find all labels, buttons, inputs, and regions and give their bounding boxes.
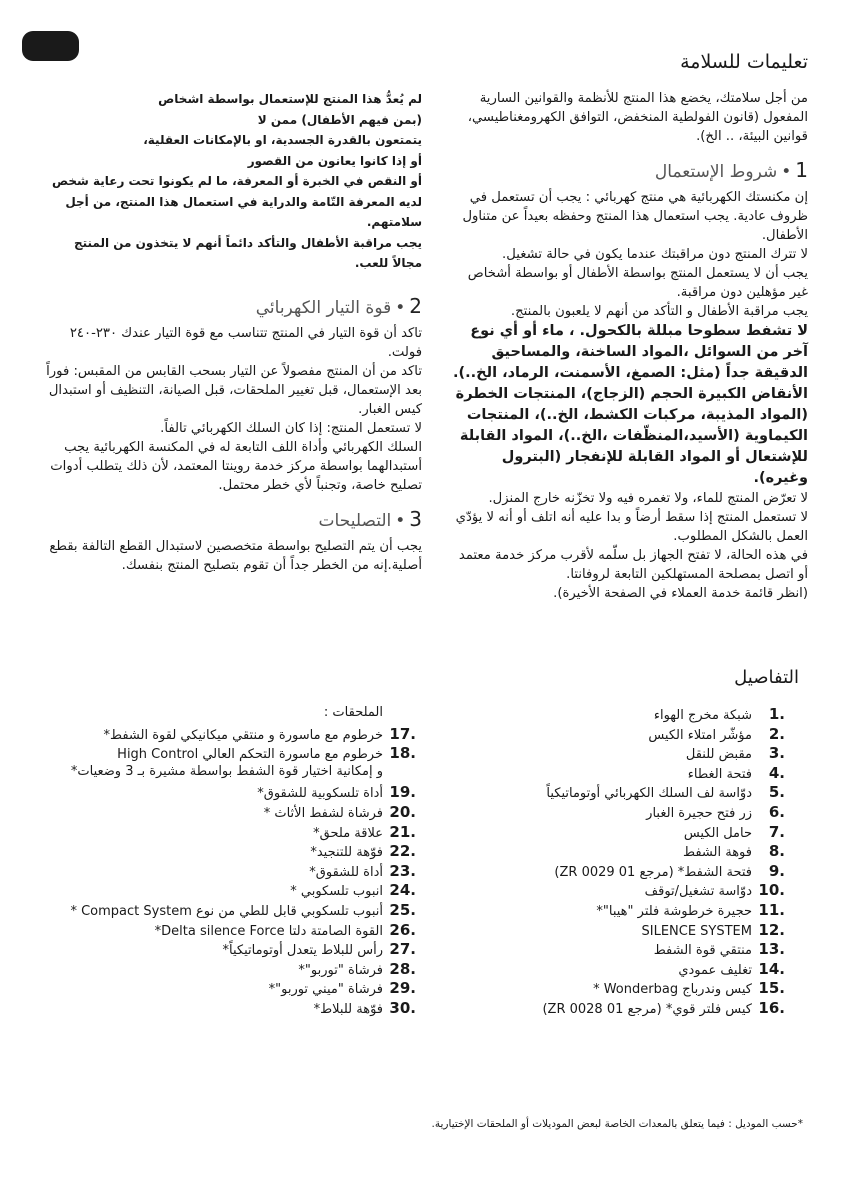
- item-label: منتقي قوة الشفط: [653, 943, 752, 959]
- list-item: [36, 823, 416, 843]
- details-title: التفاصيل: [734, 667, 799, 688]
- list-item: [455, 921, 785, 941]
- item-label: علاقة ملحق*: [313, 825, 383, 841]
- list-item: [455, 744, 785, 764]
- item-label: SILENCE SYSTEM: [641, 923, 752, 939]
- item-number: 11.: [758, 900, 785, 919]
- suction-warning: لا تشفط سطوحا مبللة بالكحول. ، ماء أو أي نوع آخر من السوائل ،المواد الساخنة، والمساحيق الدقيقة جداً (مثل: الصمغ، الأسمنت، الرماد، الخ..). الأنقاض الكبيرة الحجم (الزجاج)، المنتجات الخطرة (المواد المذيبة، مركبات الكشط، الخ..)، المنتجات الكيماوية (الأسيد،المنظّفات ،الخ..)، المواد القابلة للإشتعال أو المواد القابلة للإنفجار (البترول وغيره).: [453, 323, 808, 486]
- item-label: حجيرة خرطوشة فلتر "هيبا"*: [596, 903, 752, 919]
- warning-line: يتمتعون بالقدرة الجسدية، او بالإمكانات العقلية،: [143, 133, 422, 147]
- item-number: 9.: [768, 861, 785, 880]
- item-label: فتحة الغطاء: [687, 766, 752, 782]
- item-label: أنبوب تلسكوبي قابل للطي من نوع Compact System *: [70, 903, 383, 919]
- item-number: 8.: [768, 842, 785, 861]
- item-number: 19.: [389, 783, 416, 802]
- list-item: [455, 881, 785, 901]
- list-item: [455, 842, 785, 862]
- list-item: [455, 705, 785, 725]
- item-label: فوّهة للبلاط*: [313, 1001, 383, 1017]
- item-number: 23.: [389, 861, 416, 880]
- section-1-title: شروط الإستعمال: [654, 162, 778, 182]
- section-1-heading: 1•شروط الإستعمال: [654, 158, 808, 182]
- list-item: [36, 783, 416, 803]
- item-label: فرشاة "ميني توربو"*: [268, 982, 383, 998]
- section-2-number: 2: [409, 293, 422, 318]
- item-label: رأس للبلاط يتعدل أوتوماتيكياً*: [222, 943, 383, 959]
- item-number: 12.: [758, 920, 785, 939]
- list-item: [36, 842, 416, 862]
- item-number: 25.: [389, 900, 416, 919]
- section-2-paragraph: تاكد من أن المنتج مفصولاً عن التيار بسحب القابس من المقبس: فوراً بعد الإستعمال، قبل تغيير الملحقات، قبل الصيانة، التنظيف أو استبدال كيس الغبار.: [46, 363, 422, 417]
- section-2-paragraph: تاكد أن قوة التيار في المنتج تتناسب مع قوة التيار عندك ٢٣٠-٢٤٠ فولت.: [69, 325, 422, 360]
- item-label: انبوب تلسكوبي *: [290, 884, 383, 900]
- item-number: 15.: [758, 979, 785, 998]
- list-item: [36, 921, 416, 941]
- item-number: 10.: [758, 881, 785, 900]
- list-item: [455, 823, 785, 843]
- list-item: [36, 979, 416, 999]
- item-number: 2.: [768, 724, 785, 743]
- item-number: 20.: [389, 802, 416, 821]
- item-number: 14.: [758, 959, 785, 978]
- item-label: القوة الصامتة دلتا Delta silence Force*: [154, 923, 383, 939]
- item-number: 1.: [768, 705, 785, 723]
- item-label: شبكة مخرج الهواء: [653, 708, 752, 723]
- item-label: خرطوم مع ماسورة التحكم العالي High Control: [117, 747, 383, 763]
- section-1-paragraph: يجب أن لا يستعمل المنتج بواسطة الأطفال أو بواسطة أشخاص غير مؤهلين دون مراقبة.: [467, 266, 808, 300]
- item-number: 24.: [389, 881, 416, 900]
- item-number: 26.: [389, 920, 416, 939]
- list-item: [455, 725, 785, 745]
- section-3-title: التصليحات: [318, 510, 392, 531]
- warning-line: لم يُعدُّ هذا المنتج للإستعمال بواسطة اشخاص: [158, 92, 422, 106]
- list-item: [36, 960, 416, 980]
- item-label: تغليف عمودي: [678, 962, 752, 978]
- list-item: [36, 901, 416, 921]
- item-label: فوهة الشفط: [683, 845, 752, 861]
- list-item: [36, 940, 416, 960]
- list-item: [455, 940, 785, 960]
- item-number: 6.: [768, 802, 785, 821]
- list-item: [455, 862, 785, 882]
- list-item: [455, 803, 785, 823]
- list-item: [36, 881, 416, 901]
- item-number: 4.: [768, 763, 785, 782]
- safety-column-right: [452, 89, 808, 603]
- item-number: 16.: [758, 998, 785, 1017]
- section-1-number: 1: [795, 158, 808, 182]
- section-1-paragraph: في هذه الحالة، لا تفتح الجهاز بل سلّمه لأقرب مركز خدمة معتمد أو اتصل بمصلحة المستهلكين التابعة لروفانتا.: [458, 548, 808, 582]
- item-number: 29.: [389, 979, 416, 998]
- list-item: [36, 725, 416, 745]
- parts-list: [455, 705, 785, 1019]
- item-label: كيس وندرباج Wonderbag *: [593, 982, 752, 998]
- item-number: 5.: [768, 783, 785, 802]
- accessories-label: [36, 705, 416, 725]
- item-number: 7.: [768, 822, 785, 841]
- item-number: 22.: [389, 842, 416, 861]
- intro-paragraph: من أجل سلامتك، يخضع هذا المنتج للأنظمة والقوانين السارية المفعول (قانون الفولطية المنخفض، التوافق الكهرومغناطيسي، قوانين البيئة، .. الخ).: [467, 91, 808, 144]
- warning-line: أو إذا كانوا يعانون من القصور: [247, 153, 422, 168]
- section-1-paragraph: يجب مراقبة الأطفال و التأكد من أنهم لا يلعبون بالمنتج.: [510, 304, 808, 319]
- list-item: [455, 979, 785, 999]
- section-2-paragraph: لا تستعمل المنتج: إذا كان السلك الكهربائي تالفاً.: [160, 420, 422, 436]
- list-item: [36, 744, 416, 764]
- list-item: [455, 764, 785, 784]
- warning-line: لديه المعرفة التّامة والدراية في استعمال هذا المنتج، من أجل سلامتهم.: [65, 194, 422, 229]
- item-label: حامل الكيس: [683, 825, 752, 841]
- item-label: أداة للشقوق*: [309, 864, 383, 880]
- section-1-paragraph: لا تستعمل المنتج إذا سقط أرضاً و بدا عليه أنه اتلف أو أنه لا يؤدّي العمل بالشكل المطلوب.: [455, 510, 808, 544]
- item-label: مؤشّر امتلاء الكيس: [648, 727, 752, 743]
- warning-line: يجب مراقبة الأطفال والتأكد دائماً أنهم لا يتخذون من المنتج مجالاً للعب.: [73, 235, 422, 270]
- item-number: 17.: [389, 724, 416, 743]
- section-3-heading: 3•التصليحات: [318, 506, 422, 531]
- section-2-heading: 2•قوة التيار الكهربائي: [255, 293, 422, 318]
- item-label: أداة تلسكوبية للشقوق*: [257, 786, 383, 802]
- service-reference: (انظر قائمة خدمة العملاء في الصفحة الأخيرة).: [553, 586, 808, 601]
- item-label: فوّهة للتنجيد*: [310, 845, 383, 861]
- item-label: فرشاة لشفط الأثاث *: [263, 805, 383, 821]
- section-1-paragraph: لا تعرّض المنتج للماء، ولا تغمره فيه ولا تخزّنه خارج المنزل.: [488, 491, 808, 506]
- list-item: [36, 862, 416, 882]
- section-2-title: قوة التيار الكهربائي: [255, 297, 392, 318]
- item-number: 18.: [389, 744, 416, 763]
- list-item: [455, 901, 785, 921]
- model-footnote: *حسب الموديل : فيما يتعلق بالمعدات الخاصة لبعض الموديلات أو الملحقات الإختيارية.: [431, 1118, 803, 1130]
- item-label: كيس فلتر قوي* (مرجع ZR 0028 01): [542, 1001, 752, 1017]
- section-1-paragraph: لا تترك المنتج دون مراقبتك عندما يكون في حالة تشغيل.: [502, 247, 808, 262]
- item-label: فرشاة "توربو"*: [298, 962, 383, 978]
- item-number: 27.: [389, 940, 416, 959]
- section-3-paragraph: يجب أن يتم التصليح بواسطة متخصصين لاستبدال القطع التالفة بقطع أصلية.إنه من الخطر جداً أن تقوم بتصليح المنتج بنفسك.: [49, 538, 422, 573]
- safety-column-left: [42, 89, 422, 575]
- item-number: 13.: [758, 940, 785, 959]
- list-item: [455, 999, 785, 1019]
- item-number: 21.: [389, 822, 416, 841]
- warning-line: أو النقص في الخبرة أو المعرفة، ما لم يكونوا تحت رعاية شخص: [51, 174, 422, 188]
- language-tab: [22, 31, 79, 61]
- item-label: خرطوم مع ماسورة و منتقي ميكانيكي لقوة الشفط*: [103, 727, 383, 743]
- section-2-paragraph: السلك الكهربائي وأداة اللف التابعة له في المكنسة الكهربائية يجب أستبدالهما بواسطة مركز خدمة روينتا المعتمد، لأن ذلك يتطلب أدوات تصليح خاصة، وتجنباً لأي خطر محتمل.: [50, 439, 422, 493]
- item-label: دوّاسة لف السلك الكهربائي أوتوماتيكياً: [546, 786, 752, 802]
- list-item: [36, 764, 416, 784]
- item-label: و إمكانية اختيار قوة الشفط بواسطة مشيرة بـ 3 وضعيات*: [70, 763, 383, 779]
- item-label: دوّاسة تشغيل/توقف: [644, 884, 752, 900]
- item-label: الملحقات :: [323, 705, 383, 720]
- list-item: [455, 783, 785, 803]
- list-item: [36, 803, 416, 823]
- list-item: [455, 960, 785, 980]
- section-3-number: 3: [409, 506, 422, 531]
- item-label: زر فتح حجيرة الغبار: [646, 805, 752, 821]
- item-number: 3.: [768, 744, 785, 763]
- list-item: [36, 999, 416, 1019]
- section-1-paragraph: إن مكنستك الكهربائية هي منتج كهربائي : يجب أن تستعمل في ظروف عادية. يجب استعمال هذا المنتج وحفظه بعيداً عن متناول الأطفال.: [462, 190, 808, 243]
- item-number: 30.: [389, 998, 416, 1017]
- warning-line: (بمن فيهم الأطفال) ممن لا: [257, 112, 422, 127]
- warning-block: [42, 89, 422, 274]
- item-number: 28.: [389, 959, 416, 978]
- accessories-list: [36, 705, 416, 1019]
- page-title: تعليمات للسلامة: [680, 51, 808, 73]
- item-label: مقبض للنقل: [685, 747, 752, 763]
- item-label: فتحة الشفط* (مرجع ZR 0029 01): [554, 864, 752, 880]
